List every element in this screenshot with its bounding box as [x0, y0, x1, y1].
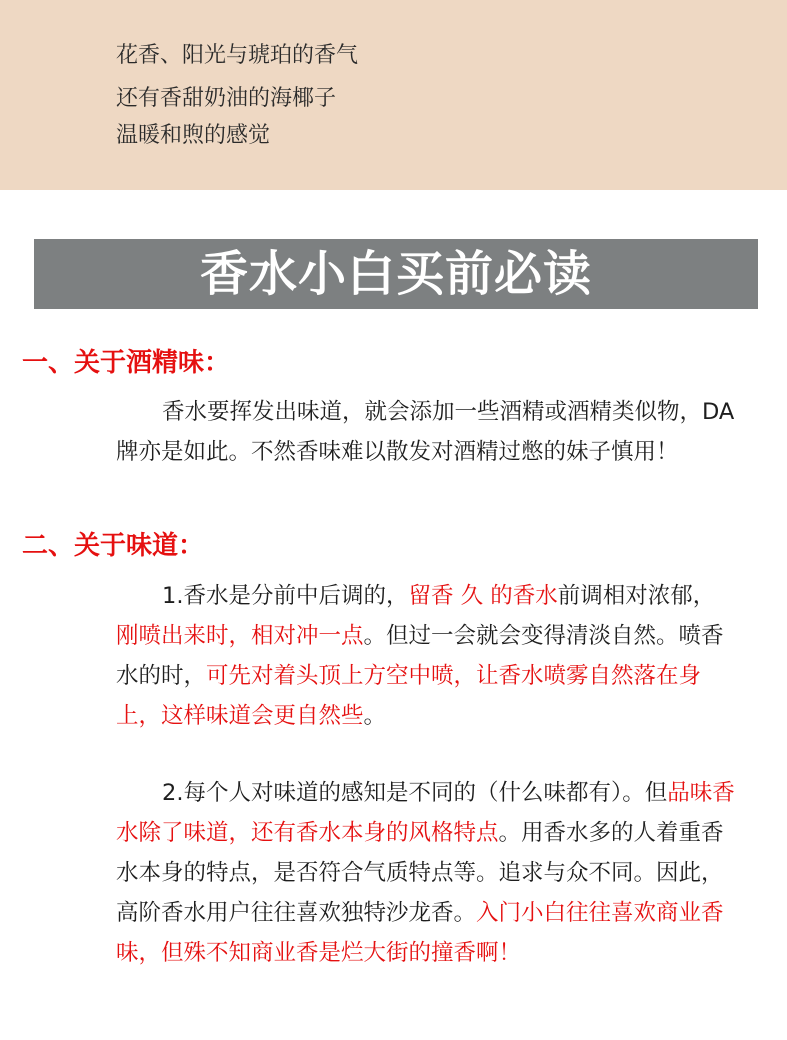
p2-highlight-d: 入门小白往往喜欢商业香味，但殊不知商业香是烂大街的撞香啊！ [116, 900, 724, 966]
p1-text-e: 。但过一会就会变得清淡自然。喷香水的时， [116, 623, 724, 689]
p2-highlight-b: 品味香水除了味道，还有香水本身的风格特点 [116, 780, 735, 846]
intro-line-3: 温暖和煦的感觉 [116, 123, 271, 148]
section2-paragraph-2 [116, 773, 736, 973]
section2-paragraph-1 [116, 576, 736, 736]
p2-text-a: 2.每个人对味道的感知是不同的（什么味都有）。但 [162, 780, 668, 806]
p1-text-g: 。 [363, 703, 387, 729]
p1-highlight-f: 可先对着头顶上方空中喷，让香水喷雾自然落在身上，这样味道会更自然些 [116, 663, 702, 729]
intro-line-1: 花香、阳光与琥珀的香气 [116, 43, 359, 68]
p1-highlight-d: 刚喷出来时，相对冲一点 [116, 623, 364, 649]
intro-band [0, 0, 787, 190]
section2-heading: 二、关于味道： [22, 531, 205, 561]
intro-line-2: 还有香甜奶油的海椰子 [116, 86, 337, 111]
section1-heading: 一、关于酒精味： [22, 348, 231, 378]
p1-text-a: 1.香水是分前中后调的， [162, 583, 409, 609]
p2-text-c: 。用香水多的人着重香水本身的特点，是否符合气质特点等。追求与众不同。因此，高阶香水用户往往喜欢独特沙龙香。 [116, 820, 724, 926]
banner-title: 香水小白买前必读 [199, 246, 592, 302]
p1-highlight-b: 留香 久 的香水 [408, 583, 558, 609]
title-banner [34, 239, 758, 309]
section1-paragraph: 香水要挥发出味道，就会添加一些酒精或酒精类似物，DA牌亦是如此。不然香味难以散发对酒精过憋的妹子慎用！ [116, 399, 735, 465]
p1-text-c: 前调相对浓郁， [557, 583, 716, 609]
